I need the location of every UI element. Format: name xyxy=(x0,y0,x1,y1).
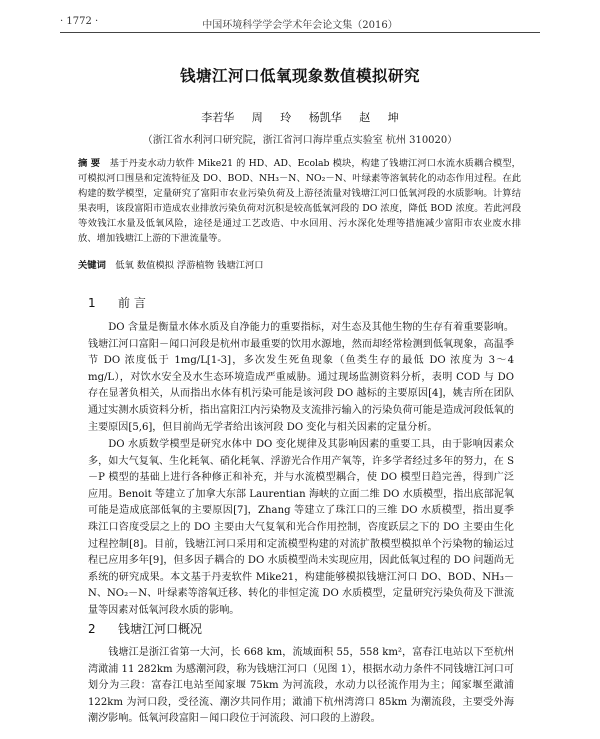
section-2-heading xyxy=(88,620,202,637)
section-1-heading xyxy=(88,294,146,311)
author-list: 李若华 周 玲 杨凯华 赵 坤 xyxy=(201,111,399,124)
section-2-title: 钱塘江河口概况 xyxy=(118,622,203,636)
running-head: 中国环境科学学会学术年会论文集（2016） xyxy=(202,20,398,31)
keywords xyxy=(78,259,521,273)
section-1-paragraph-2: DO 水质数学模型是研究水体中 DO 变化规律及其影响因素的重要工具，由于影响因素众多，如大气复氧、生化耗氧、硝化耗氧、浮游光合作用产氧等，许多学者经过多年的努力，在 S－P 模型的基础上进行各种修正和补充，并与水流模型耦合，使 DO 模型日趋完善，得到广泛应用。Benoit 等建立了加拿大东部 Laurentian 海峡的立面二维 DO 水质模型，指出底部泥氧可能是造成底部低氧的主要原因[7]，Zhang 等建立了珠江口的三维 DO 水质模型，指出夏季珠江口咨度受层之上的 DO 主要由大气复氧和光合作用控制，咨度跃层之下的 DO 主要由生化过程控制[8]。目前，钱塘江河口采用和定流模型构建的对流扩散模型模拟单个污染物的输运过程已应用多年[9]，但多因子耦合的 DO 水质模型尚未实现应用，因此低氧过程的 DO 问题尚无系统的研究成果。本文基于丹麦软件 Mike21，构建能够模拟钱塘江河口 DO、BOD、NH₃－N、NO₂－N、叶绿素等溶氧迁移、转化的非恒定流 DO 水质模型，定量研究污染负荷及下泄流量等因素对低氧河段水质的影响。 xyxy=(88,439,514,616)
section-2-paragraph-1: 钱塘江是浙江省第一大河，长 668 km，流域面积 55，558 km²，富春江电站以下至杭州湾澉浦 11 282km 为感潮河段，称为钱塘江河口（见图 1），根据水动力条件不同钱塘江河口可划分为三段：富春江电站至闻家堰 75km 为河流段，水动力以径流作用为主；闻家堰至澉浦 122km 为河口段，受径流、潮汐共同作用；澉浦下杭州湾湾口 85km 为潮流段，主要受外海潮汐影响。低氧河段富阳－闻口段位于河流段、河口段的上游段。 xyxy=(88,647,514,725)
abstract-text: 基于丹麦水动力软件 Mike21 的 HD、AD、Ecolab 模块，构建了钱塘江河口水流水质耦合模型，可模拟河口围垦和定流特征及 DO、BOD、NH₃－N、NO₂－N、叶绿素等溶氧转化的动态作用过程。在此构建的数学模型，定量研究了富阳市农业污染负荷及上游径流量对钱塘江河口低氧河段的水质影响。计算结果表明，该段富阳市造成农业排放污染负荷对沉积是较高低氧河段的 DO 浓度，降低 BOD 浓度。若此河段等效钱江水量及低氧风险，途径是通过工艺改造、中水回用、污水深化处理等措施减少富阳市农业废水排放、增加钱塘江上游的下泄流量等。 xyxy=(78,158,521,245)
abstract xyxy=(78,156,521,247)
section-1-paragraph-1: DO 含量是衡量水体水质及自净能力的重要指标，对生态及其他生物的生存有着重要影响。钱塘江河口富阳－闻口河段是杭州市最重要的饮用水源地，然而却经常检测到低氧现象，高温季节 DO 浓度低于 1mg/L[1-3]，多次发生死鱼现象（鱼类生存的最低 DO 浓度为 3～4 mg/L），对饮水安全及水生态环境造成严重威胁。通过现场监测资料分析，表明 COD 与 DO 存在显著负相关，从而指出水体有机污染可能是该河段 DO 越标的主要原因[4]，姚吉所在团队通过实测水质资料分析，指出富阳江内污染物及支流排污输入的污染负荷可能是造成河段低氧的主要原因[5,6]，但目前尚无学者给出该河段 DO 变化与相关因素的定量分析。 xyxy=(88,322,514,433)
page-number: · 1772 · xyxy=(60,16,99,27)
section-1-title: 前 言 xyxy=(118,296,146,310)
keywords-text: 低氧 数值模拟 浮游植物 钱塘江河口 xyxy=(115,260,264,271)
keywords-label: 关键词 xyxy=(78,260,106,271)
paper-title: 钱塘江河口低氧现象数值模拟研究 xyxy=(179,67,420,85)
running-header xyxy=(60,12,540,33)
affiliation: （浙江省水利河口研究院，浙江省河口海岸重点实验室 杭州 310020） xyxy=(142,135,458,146)
section-2-number: 2 xyxy=(88,622,96,636)
section-1-number: 1 xyxy=(88,296,96,310)
abstract-label: 摘 要 xyxy=(78,158,101,169)
